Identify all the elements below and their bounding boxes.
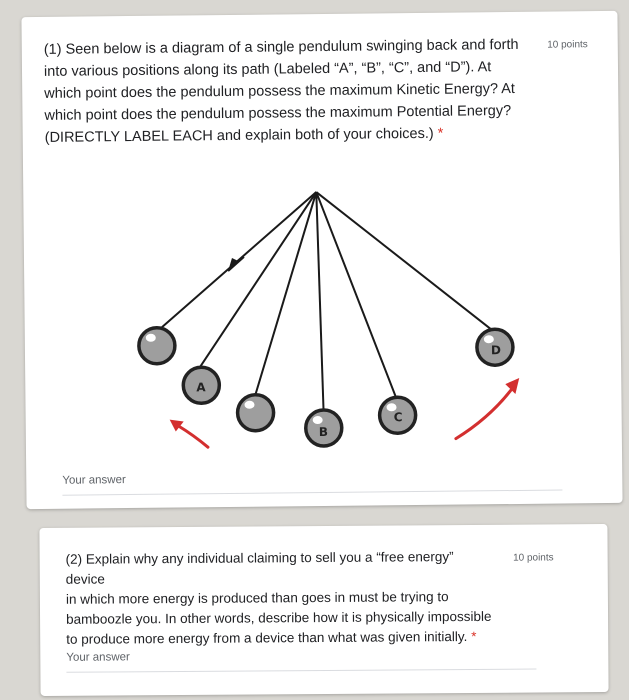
question-2-card [39,524,608,696]
bob-label-d: D [490,343,501,358]
pendulum-string-b [316,192,323,412]
pendulum-diagram [103,182,526,456]
pendulum-string-3 [253,192,318,395]
right-swing-arrow [455,387,514,439]
bob-label-b: B [318,424,329,440]
required-asterisk: * [437,125,444,142]
question-2-text: (2) Explain why any individual claiming to sell you a “free energy” device in which more energy is produced than goes in must be trying to bamboozle you. In other words, describe how it is physically impossible to produce more energy from a device than what was given initially. * [65,549,492,647]
bob-label-a: A [196,380,206,395]
question-1-points: 10 points [547,39,588,51]
pendulum-bob-1 [139,328,175,364]
answer-input-1[interactable] [62,489,562,495]
question-1-text: (1) Seen below is a diagram of a single pendulum swinging back and forth into various positions along its path (Labeled “A”, “B”, “C”, and “D”). At which point does the pendulum possess the maximum Kinetic Energy? At which point does the pendulum possess the maximum Potential Energy? (DIRECTLY LABEL EACH and explain both of your choices.) * [43,36,519,146]
answer-label-1: Your answer [62,474,126,487]
bob-label-c: C [393,410,403,425]
left-swing-arrow [178,425,208,447]
answer-input-2[interactable] [66,669,536,673]
pendulum-bob-3 [237,395,273,431]
question-1-card [21,11,622,509]
question-2-points: 10 points [513,552,554,564]
answer-label-2: Your answer [66,651,130,664]
required-asterisk: * [471,628,477,644]
